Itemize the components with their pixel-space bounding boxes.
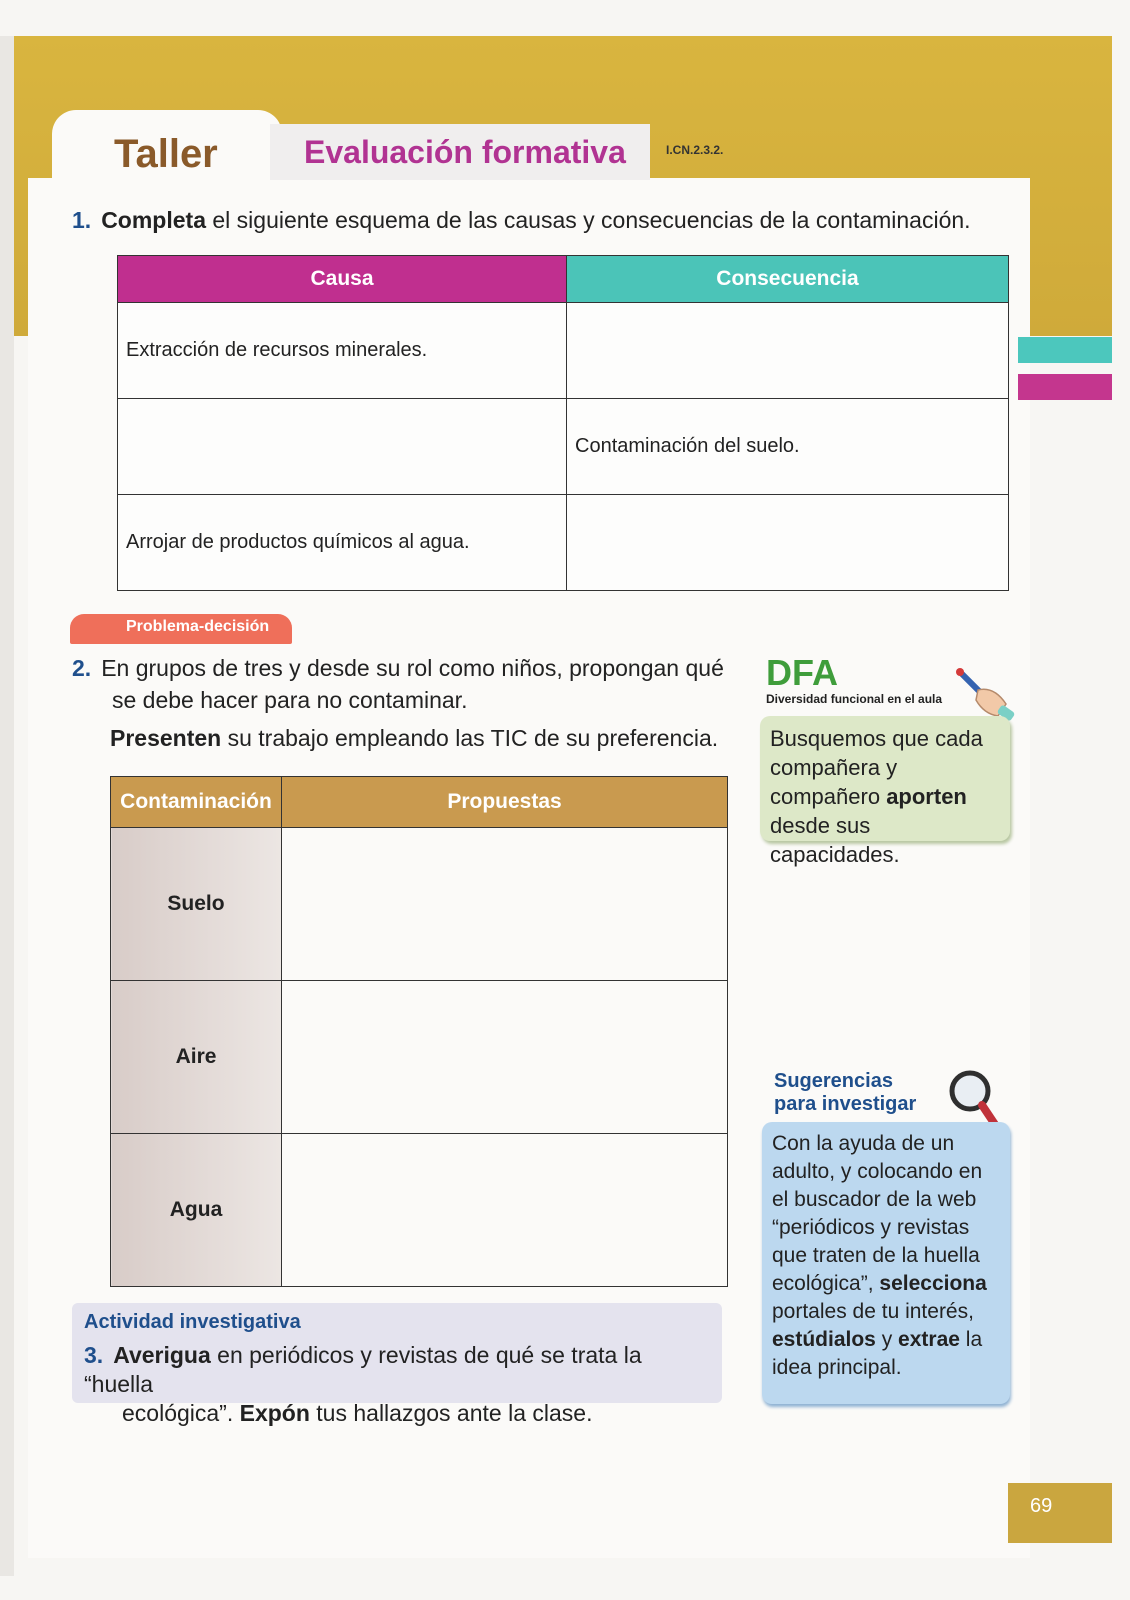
present-text: su trabajo empleando las TIC de su preferencia. bbox=[221, 725, 719, 751]
actividad-title: Actividad investigativa bbox=[84, 1311, 301, 1333]
sug-text3: y bbox=[875, 1328, 899, 1351]
cell-causa[interactable]: Extracción de recursos minerales. bbox=[118, 303, 567, 399]
tab-taller bbox=[52, 110, 282, 190]
actividad-investigativa bbox=[72, 1303, 722, 1426]
table-row bbox=[118, 399, 1009, 495]
question-2-number: 2. bbox=[72, 655, 92, 681]
question-2-line2: se debe hacer para no contaminar. bbox=[112, 687, 468, 713]
tab-taller-label: Taller bbox=[114, 132, 218, 176]
question-3-number: 3. bbox=[84, 1342, 104, 1368]
q3-verb: Averigua bbox=[113, 1342, 211, 1368]
header-consecuencia: Consecuencia bbox=[567, 256, 1009, 303]
dfa-bold: aporten bbox=[886, 784, 967, 809]
curriculum-code: I.CN.2.3.2. bbox=[666, 143, 724, 157]
cell-causa[interactable] bbox=[118, 399, 567, 495]
sugerencias-title-line1: Sugerencias bbox=[774, 1070, 893, 1092]
dfa-text1: Busquemos que cada compañera y compañero bbox=[770, 726, 983, 809]
question-2 bbox=[72, 652, 732, 716]
sugerencias-title bbox=[774, 1070, 916, 1116]
question-1-number: 1. bbox=[72, 207, 92, 233]
sug-text4: la idea principal. bbox=[772, 1328, 983, 1379]
row-label-agua: Agua bbox=[111, 1134, 282, 1287]
badge-label: Problema-decisión bbox=[126, 618, 270, 635]
sug-bold3: extrae bbox=[898, 1328, 960, 1351]
question-2-line1: En grupos de tres y desde su rol como niños, propongan qué bbox=[101, 655, 724, 681]
row-label-suelo: Suelo bbox=[111, 828, 282, 981]
dfa-heading bbox=[766, 652, 942, 706]
header-contaminacion: Contaminación bbox=[111, 777, 282, 828]
proposal-cell[interactable] bbox=[282, 981, 728, 1134]
question-1-verb: Completa bbox=[101, 207, 206, 233]
proposal-cell[interactable] bbox=[282, 1134, 728, 1287]
cell-consecuencia[interactable]: Contaminación del suelo. bbox=[567, 399, 1009, 495]
proposal-cell[interactable] bbox=[282, 828, 728, 981]
header-causa: Causa bbox=[118, 256, 567, 303]
sug-bold2: estúdialos bbox=[772, 1328, 876, 1351]
dfa-note bbox=[760, 716, 1010, 867]
page-gutter bbox=[0, 36, 14, 1576]
table-row bbox=[111, 981, 728, 1134]
tab-evaluacion bbox=[270, 124, 650, 180]
q3-verb2: Expón bbox=[239, 1400, 310, 1426]
dfa-subtitle: Diversidad funcional en el aula bbox=[766, 692, 943, 706]
question-1-text: el siguiente esquema de las causas y consecuencias de la contaminación. bbox=[205, 207, 971, 233]
table-row bbox=[111, 828, 728, 981]
causes-table bbox=[117, 255, 1009, 591]
cell-consecuencia[interactable] bbox=[567, 303, 1009, 399]
sugerencias-note bbox=[762, 1122, 1010, 1404]
proposals-table bbox=[110, 776, 728, 1287]
question-3 bbox=[84, 1341, 714, 1428]
dfa-text2: desde sus capacidades. bbox=[770, 813, 900, 867]
table-row bbox=[111, 1134, 728, 1287]
present-verb: Presenten bbox=[110, 725, 222, 751]
side-magenta-marker bbox=[1018, 374, 1112, 400]
sugerencias-title-line2: para investigar bbox=[774, 1093, 917, 1115]
side-teal-marker bbox=[1018, 337, 1112, 363]
q3-text1: en periódicos y revistas de qué se trata la “huella bbox=[84, 1342, 642, 1397]
page-number-box bbox=[1008, 1483, 1112, 1543]
present-instruction bbox=[110, 725, 718, 752]
q3-text2: ecológica”. bbox=[122, 1400, 240, 1426]
page-number: 69 bbox=[1030, 1495, 1053, 1517]
table-row bbox=[118, 303, 1009, 399]
sug-text2: portales de tu interés, bbox=[772, 1300, 974, 1323]
dfa-title: DFA bbox=[766, 652, 838, 693]
cell-causa[interactable]: Arrojar de productos químicos al agua. bbox=[118, 495, 567, 591]
header-propuestas: Propuestas bbox=[282, 777, 728, 828]
tab-evaluacion-label: Evaluación formativa bbox=[304, 134, 626, 170]
problema-decision-badge bbox=[70, 614, 292, 644]
q3-text3: tus hallazgos ante la clase. bbox=[309, 1400, 593, 1426]
sug-text1: Con la ayuda de un adulto, y colocando en el buscador de la web “periódicos y revistas que traten de la huella ecológica”, bbox=[772, 1132, 983, 1295]
sug-bold1: selecciona bbox=[879, 1272, 987, 1295]
question-1 bbox=[72, 207, 971, 234]
row-label-aire: Aire bbox=[111, 981, 282, 1134]
table-row bbox=[118, 495, 1009, 591]
cell-consecuencia[interactable] bbox=[567, 495, 1009, 591]
